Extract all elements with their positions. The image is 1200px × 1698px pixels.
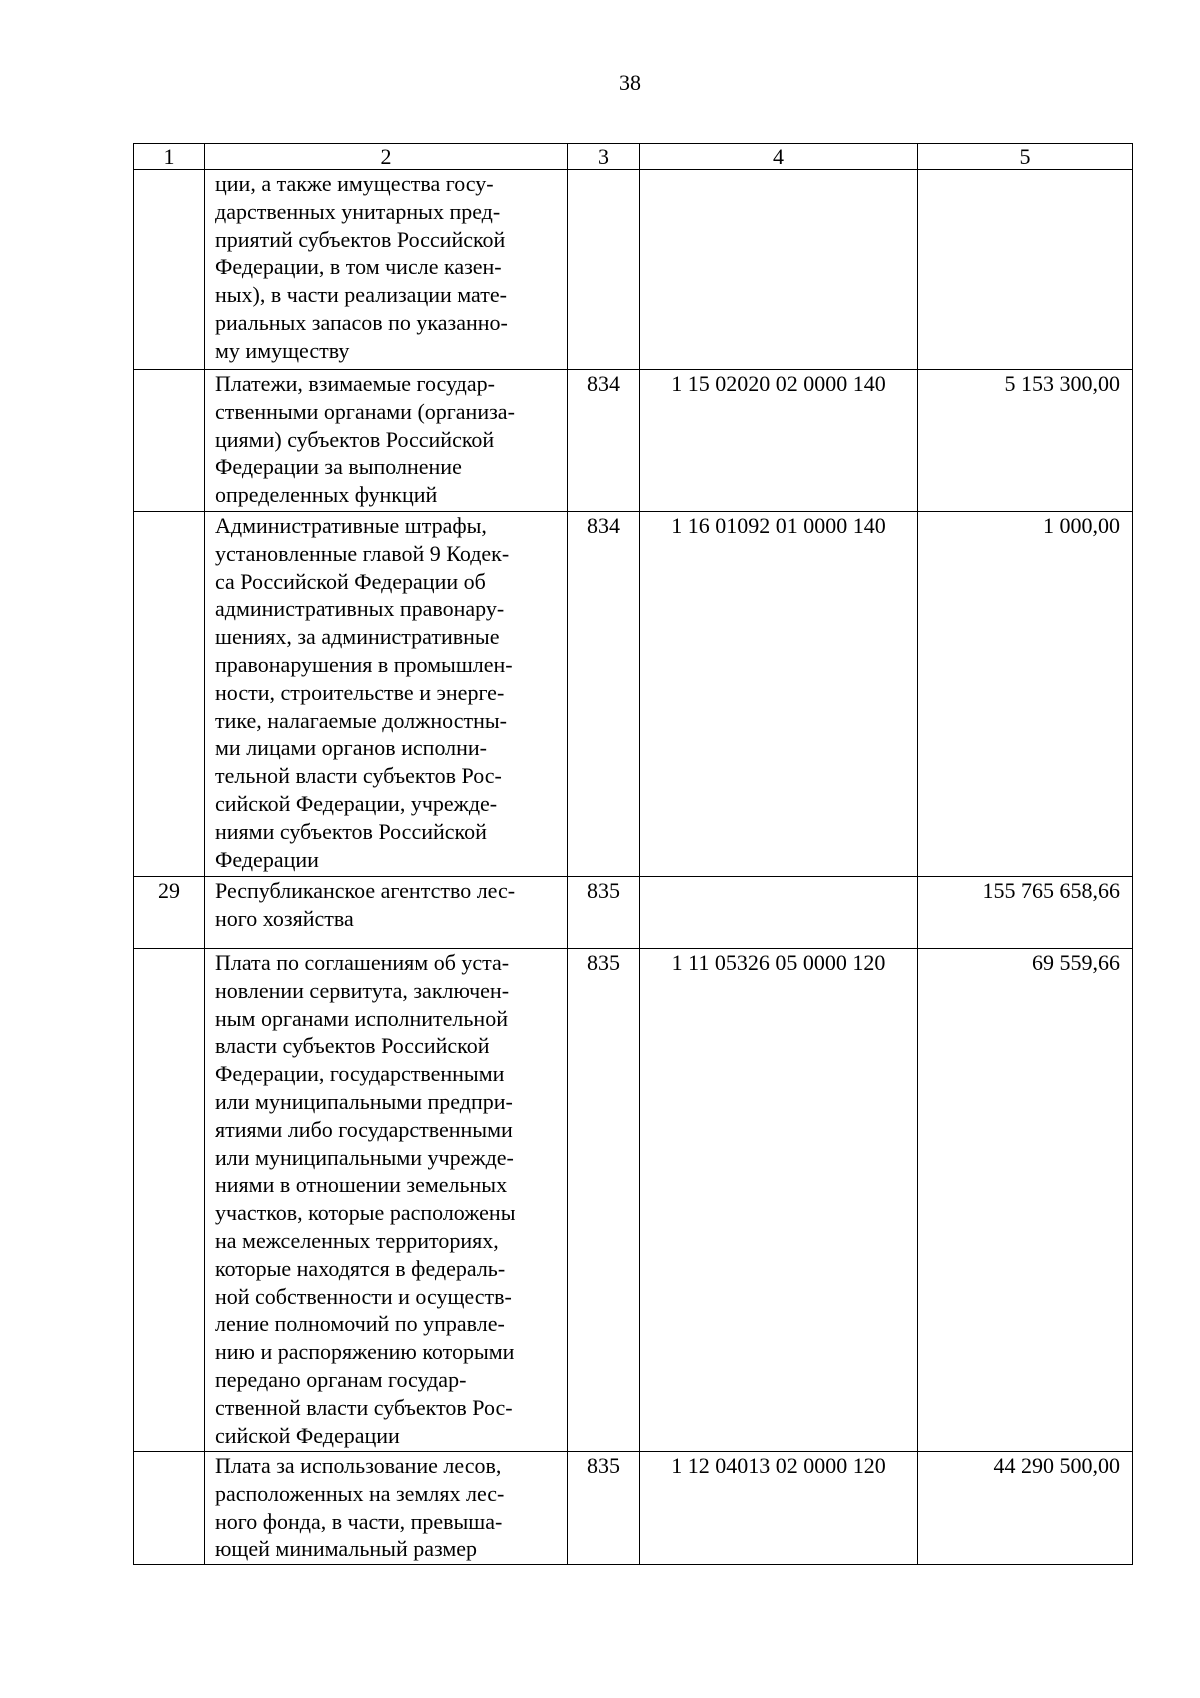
row-amount: 69 559,66 [918,949,1133,1452]
row-number [134,170,205,370]
row-admin-code [568,170,640,370]
row-number: 29 [134,877,205,949]
row-number [134,512,205,877]
table-header-row [134,144,1133,170]
row-amount: 44 290 500,00 [918,1452,1133,1565]
row-revenue-code: 1 11 05326 05 0000 120 [640,949,918,1452]
row-revenue-code: 1 12 04013 02 0000 120 [640,1452,918,1565]
row-admin-code: 834 [568,370,640,512]
table-row [134,1452,1133,1565]
header-col-2: 2 [205,144,568,170]
header-col-3: 3 [568,144,640,170]
row-amount: 1 000,00 [918,512,1133,877]
row-amount: 5 153 300,00 [918,370,1133,512]
row-description: Платежи, взимаемые государ- ственными органами (организа- циями) субъектов Российской Федерации за выполнение определенных функций [205,370,568,512]
header-col-5: 5 [918,144,1133,170]
row-amount: 155 765 658,66 [918,877,1133,949]
row-revenue-code: 1 16 01092 01 0000 140 [640,512,918,877]
row-amount [918,170,1133,370]
row-revenue-code [640,877,918,949]
table-row [134,370,1133,512]
row-number [134,370,205,512]
row-admin-code: 835 [568,877,640,949]
row-admin-code: 835 [568,949,640,1452]
row-description: Республиканское агентство лес- ного хозяйства [205,877,568,949]
row-admin-code: 834 [568,512,640,877]
row-revenue-code [640,170,918,370]
row-description: ции, а также имущества госу- дарственных унитарных пред- приятий субъектов Российской Федерации, в том числе казен- ных), в части реализации мате- риальных запасов по указанно- му имуществу [205,170,568,370]
table-row [134,512,1133,877]
row-admin-code: 835 [568,1452,640,1565]
row-description: Плата по соглашениям об уста- новлении сервитута, заключен- ным органами исполнительной власти субъектов Российской Федерации, государственными или муниципальными предпри- ятиями либо государственными или муниципальными учрежде- ниями в отношении земельных участков, которые расположены на межселенных территориях, которые находятся в федераль- ной собственности и осуществ- ление полномочий по управле- нию и распоряжению которыми передано органам государ- ственной власти субъектов Рос- сийской Федерации [205,949,568,1452]
row-number [134,1452,205,1565]
table-row [134,170,1133,370]
row-revenue-code: 1 15 02020 02 0000 140 [640,370,918,512]
header-col-4: 4 [640,144,918,170]
table-row [134,949,1133,1452]
page-number: 38 [619,70,641,95]
row-description: Административные штрафы, установленные главой 9 Кодек- са Российской Федерации об административных правонару- шениях, за административные правонарушения в промышлен- ности, строительстве и энерге- тике, налагаемые должностны- ми лицами органов исполни- тельной власти субъектов Рос- сийской Федерации, учрежде- ниями субъектов Российской Федерации [205,512,568,877]
header-col-1: 1 [134,144,205,170]
row-number [134,949,205,1452]
row-description: Плата за использование лесов, расположенных на землях лес- ного фонда, в части, превыша- ющей минимальный размер [205,1452,568,1565]
table-row [134,877,1133,949]
revenue-table [133,143,1133,1565]
